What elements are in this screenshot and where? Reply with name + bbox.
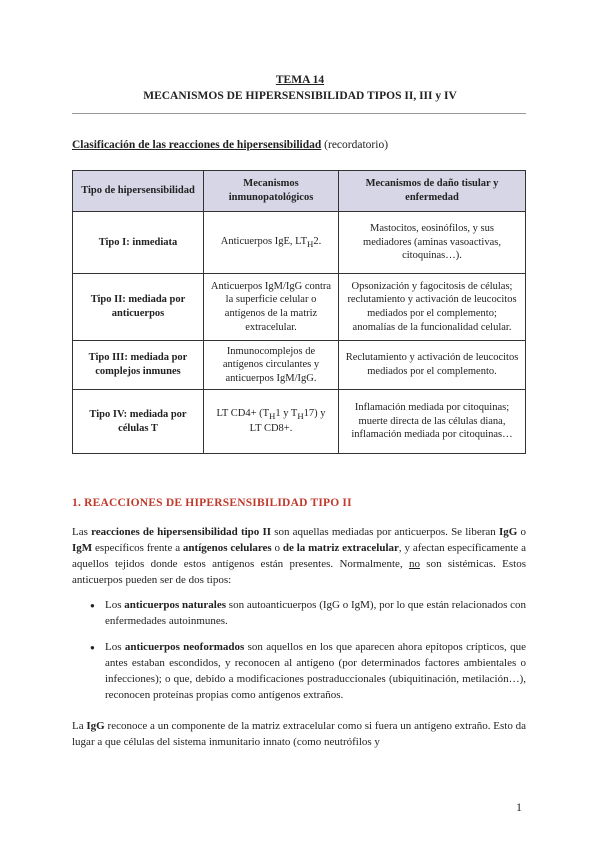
topic-number: TEMA 14 bbox=[275, 74, 325, 86]
table-row bbox=[73, 212, 526, 274]
classification-heading bbox=[72, 139, 388, 151]
damage-cell: Opsonización y fagocitosis de células; reclutamiento y activación de leucocitos mediados por el complemento; anomalías de la funcionalidad celular. bbox=[339, 274, 526, 341]
mechanism-cell bbox=[204, 390, 339, 454]
type-cell: Tipo II: mediada por anticuerpos bbox=[73, 274, 204, 341]
mechanism-cell bbox=[204, 212, 339, 274]
table-row bbox=[73, 390, 526, 454]
classification-note: (recordatorio) bbox=[324, 139, 389, 151]
mechanism-text: LT CD4+ (T bbox=[216, 407, 270, 419]
type-cell: Tipo III: mediada por complejos inmunes bbox=[73, 341, 204, 390]
subscript: H bbox=[307, 238, 314, 249]
table-row bbox=[73, 341, 526, 390]
mechanism-text-end: 17) y LT CD8+. bbox=[249, 407, 326, 435]
damage-cell: Reclutamiento y activación de leucocitos mediados por el complemento. bbox=[339, 341, 526, 390]
col-header-mechanism: Mecanismos inmunopatológicos bbox=[204, 171, 339, 212]
type-cell: Tipo IV: mediada por células T bbox=[73, 390, 204, 454]
bullet-icon: ● bbox=[90, 643, 95, 652]
col-header-damage: Mecanismos de daño tisular y enfermedad bbox=[339, 171, 526, 212]
subscript: H bbox=[269, 411, 276, 422]
table-header-row bbox=[73, 171, 526, 212]
hypersensitivity-table bbox=[72, 170, 526, 454]
mechanism-text-end: 2. bbox=[313, 235, 322, 247]
mechanism-cell: Inmunocomplejos de antígenos circulantes y anticuerpos IgM/IgG. bbox=[204, 341, 339, 390]
divider bbox=[72, 113, 526, 114]
table-row bbox=[73, 274, 526, 341]
list-item: Los anticuerpos neoformados son aquellos en los que aparecen ahora epítopos crípticos, que antes estaban escondidos, y reconocen al antígeno (por determinados factores ambientales o infecciones); o que, debido a modificaciones postraduccionales (ubiquitinación, metilación…), reconocen proteínas propias como antígenos extraños. bbox=[105, 641, 527, 701]
bullet-icon: ● bbox=[90, 601, 95, 610]
list-item: Los anticuerpos naturales son autoanticuerpos (IgG o IgM), por lo que están relacionados con enfermedades autoinmunes. bbox=[105, 599, 527, 627]
damage-cell: Mastocitos, eosinófilos, y sus mediadores (aminas vasoactivas, citoquinas…). bbox=[339, 212, 526, 274]
mechanism-text-mid: 1 y T bbox=[275, 407, 298, 419]
subscript: H bbox=[297, 411, 304, 422]
mechanism-cell: Anticuerpos IgM/IgG contra la superficie celular o antígenos de la matriz extracelular. bbox=[204, 274, 339, 341]
paragraph-igg: La IgG reconoce a un componente de la matriz extracelular como si fuera un antígeno extraño. Esto da lugar a que células del sistema inmunitario innato (como neutrófilos y bbox=[72, 720, 526, 748]
classification-title: Clasificación de las reacciones de hipersensibilidad bbox=[72, 139, 322, 151]
page-title: MECANISMOS DE HIPERSENSIBILIDAD TIPOS II, III y IV bbox=[143, 90, 457, 102]
section-heading: 1. REACCIONES DE HIPERSENSIBILIDAD TIPO II bbox=[72, 497, 352, 509]
page-number: 1 bbox=[516, 800, 522, 814]
type-cell: Tipo I: inmediata bbox=[73, 212, 204, 274]
paragraph-intro: Las reacciones de hipersensibilidad tipo II son aquellas mediadas por anticuerpos. Se liberan IgG o IgM específicos frente a antígenos celulares o de la matriz extracelular, y afectan específicamente a aquellos tejidos donde estos antígenos están presentes. Normalmente, no son sistémicas. Estos anticuerpos pueden ser de dos tipos: bbox=[72, 526, 526, 586]
damage-cell: Inflamación mediada por citoquinas; muerte directa de las células diana, inflamación mediada por citoquinas… bbox=[339, 390, 526, 454]
mechanism-text: Anticuerpos IgE, LT bbox=[220, 235, 308, 247]
col-header-type: Tipo de hipersensibilidad bbox=[73, 171, 204, 212]
